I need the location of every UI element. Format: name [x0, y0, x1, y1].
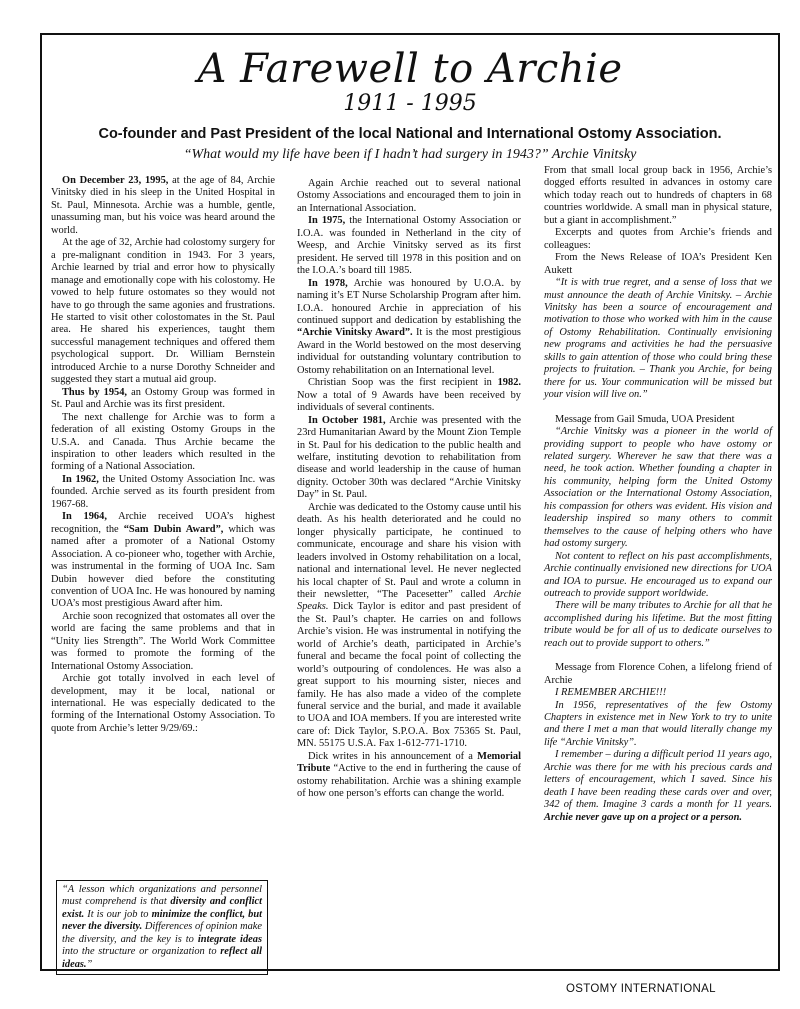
c2-p7b: “Active to the end in furthering the cause of ostomy rehabilitation. Archie was a shining example of how one person’s efforts can change the world.: [297, 763, 521, 800]
c3-p12-bold: Archie never gave up on a project or a person.: [544, 811, 742, 823]
c2-p1: Again Archie reached out to several national Ostomy Associations and encouraged them to join in an International Association.: [297, 178, 521, 214]
c2-p4a: Christian Soop was the first recipient in: [308, 377, 498, 389]
c3-p7: Not content to reflect on his past accomplishments, Archie continually envisioned new directions for UOA and IOA to pursue. He encouraged us to expand our outreach to provide support worldwide.: [544, 550, 772, 599]
c2-p6-italic: Archie Speaks.: [297, 588, 521, 613]
c2-p4-bold: 1982.: [497, 377, 521, 389]
c3-p11: In 1956, representatives of the few Ostomy Chapters in existence met in New York to try to unite and there I met a man that would literally change my life “Archie Vinitsky”.: [544, 699, 772, 748]
c3-p9: Message from Florence Cohen, a lifelong friend of Archie: [544, 662, 772, 686]
c1-p6b: which was named after a promoter of a National Ostomy Association. A co-pioneer who, together with Archie, was instrumental in the forming of UOA Inc. Sam Dubin however died before the constituting convention of UOA Inc. He was honoured by naming UOA’s most prestigious Award after him.: [51, 523, 276, 610]
life-years: 1911 - 1995: [343, 91, 477, 116]
c3-p8: There will be many tributes to Archie for all that he accomplished during his lifetime. But the most fitting tribute would be for all of us to dedicate ourselves to reach out to provide support to others.”: [544, 600, 772, 649]
box-text-f: ”: [86, 958, 93, 970]
c3-p4: “It is with true regret, and a sense of loss that we must announce the death of Archie Vinitsky. – Archie Vinitsky has been a source of encouragement and motivation to those who worked with him in the cause of Ostomy Rehabilitation. Continually envisioning new programs and activities he had the persuasive skills to gain attention of those who could bring these projects to fruitation. – Thank you Archie, for being there for us. Your communication will be missed but your vision will live on.”: [544, 277, 772, 401]
box-bold-4: reflect all ideas.: [62, 946, 262, 970]
c1-p4: The next challenge for Archie was to form a federation of all existing Ostomy Groups in the U.S.A. and Canada. Thus Archie became the inspiration to other leaders which resulted in the forming of a National Association.: [51, 411, 275, 473]
quote-box: [56, 880, 268, 975]
box-text-a: “A lesson which organizations and personnel must comprehend is that: [62, 884, 262, 908]
c3-p6: “Archie Vinitsky was a pioneer in the world of providing support to people who have ostomy or related surgery. Wherever he saw that there was a need, he took action. Whether founding a chapter in his community, helping form the United Ostomy Association or the International Ostomy Association, his compassion for others was evident. His vision and leadership inspired so many others to commit themselves to the cause of helping others who have had ostomy surgery.: [544, 426, 772, 550]
footer-publication: OSTOMY INTERNATIONAL: [566, 983, 716, 995]
c1-p2: At the age of 32, Archie had colostomy surgery for a pre-malignant condition in 1943. For 3 years, Archie learned by trial and error how to physically manage and emotionally cope with his colostomy. He vowed to help future ostomates so they would not have to go through the same agonies and frustrations. He started to visit other colostomates in the St. Paul area. He shared his experiences, taught them successful management techniques and offered them psychological support. Dr. William Bernstein introduced Archie to a nurse Dorothy Schneider and suggested they start a mutual aid group.: [51, 237, 275, 386]
box-bold-1: diversity and conflict exist.: [62, 896, 262, 920]
c1-p1: at the age of 84, Archie Vinitsky died in his sleep in the United Hospital in St. Paul, Minnesota. Archie was a humble, gentle, unassuming man, but his voice was heard around the world.: [51, 175, 275, 236]
c1-p6-bold: In 1964,: [62, 511, 107, 523]
box-text-d: Differences of opinion make the diversity, and the key is to: [62, 921, 263, 945]
box-bold-2: minimize the conflict, but never the diversity.: [62, 908, 262, 933]
article-frame: [40, 33, 780, 971]
c1-p3-bold: Thus by 1954,: [62, 386, 128, 398]
c2-p5-bold: In October 1981,: [308, 414, 386, 426]
c3-p10: I REMEMBER ARCHIE!!!: [555, 687, 667, 699]
box-text-e: into the structure or organization to: [62, 946, 221, 958]
column-3: [544, 165, 772, 824]
c1-p6-award: “Sam Dubin Award”,: [123, 523, 224, 535]
c2-p3b: It is the most prestigious Award in the World bestowed on the most deserving individual for outstanding voluntary contribution to Ostomy rehabilitation on an International level.: [297, 327, 521, 376]
c2-p4b: Now a total of 9 Awards have been received by individuals of several continents.: [297, 389, 521, 414]
c1-p6a: Archie received UOA’s highest recognition, the: [51, 511, 275, 535]
c3-p12a: I remember – during a difficult period 11 years ago, Archie was there for me with his precious cards and letters of encouragement, which I saved. Since his death I have been reading these cards over and over, 342 of them. Imagine 3 cards a month for 11 years.: [544, 749, 772, 811]
c2-p2-bold: In 1975,: [308, 215, 346, 227]
c2-p3a: Archie was honoured by U.O.A. by naming it’s ET Nurse Scholarship Program after him. I.O.A. honoured Archie in appreciation of his continued support and dedication by establishing the: [297, 277, 521, 326]
column-1: [51, 175, 275, 735]
article-title: A Farewell to Archie: [197, 46, 623, 92]
c2-p7-bold: Memorial Tribute: [297, 750, 521, 775]
header-quote: “What would my life have been if I hadn’t had surgery in 1943?” Archie Vinitsky: [183, 147, 637, 162]
c2-p6b: Dick Taylor is editor and past president of the St. Paul’s chapter. He carries on and follows Archie’s vision. He was instrumental in notifying the world of Archie’s death, participated in Archie’s funeral and became the focal point of collecting the world’s outpouring of condolences. He was also a great support to his mourning sister, nieces and family. He has also made a video of the complete funeral service and the burial, and made it available to UOA and IOA members. If you are interested write care of: Dick Taylor, S.P.O.A. Box 75365 St. Paul, MN. 55175 U.S.A. Fax 1-612-771-1710.: [297, 601, 521, 750]
c3-p3: From the News Release of IOA’s President Ken Aukett: [544, 252, 772, 276]
c1-p5: the United Ostomy Association Inc. was founded. Archie served as its fourth president from 1967-68.: [51, 473, 275, 510]
c2-p2: the International Ostomy Association or I.O.A. was founded in Netherland in the city of Weesp, and Archie Vinitsky served as its first president. He served till 1978 in this position and on the I.O.A.’s board till 1985.: [297, 215, 521, 277]
c1-p5-bold: In 1962,: [62, 473, 99, 485]
c2-p7a: Dick writes in his announcement of a: [308, 750, 478, 762]
c1-p1-bold: On December 23, 1995,: [62, 175, 169, 186]
c1-p7: Archie soon recognized that ostomates all over the world are facing the same problems and that in “Unity lies Strength”. The World Work Committee was formed to promote the forming of the International Ostomy Association.: [51, 610, 275, 672]
c2-p5: Archie was presented with the 23rd Humanitarian Award by the Mount Zion Temple in St. Paul for his dedication to the public health and welfare, instituting devotion to rehabilitation from disease and world leadership in the cause of human dignity. October 30th was declared “Archie Vinitsky Day” in St. Paul.: [297, 414, 521, 501]
c1-p8: Archie got totally involved in each level of development, may it be local, national or international. He was especially dedicated to the forming of the International Ostomy Association. To quote from Archie’s letter 9/29/69.:: [51, 673, 275, 734]
c2-p3-award: “Archie Vinitsky Award”.: [297, 327, 413, 339]
box-bold-3: integrate ideas: [197, 933, 262, 945]
c2-p3-bold: In 1978,: [308, 277, 348, 289]
c3-p5: Message from Gail Smuda, UOA President: [555, 413, 735, 425]
c3-p1: From that small local group back in 1956, Archie’s dogged efforts resulted in advances in ostomy care which today reach out to hundreds of chapters in 68 countries worldwide. A small man in physical stature, but a giant in accomplishment.”: [544, 165, 772, 226]
box-text-c: It is our job to: [84, 908, 152, 920]
c3-p2: Excerpts and quotes from Archie’s friends and colleagues:: [544, 227, 772, 251]
article-subtitle: Co-founder and Past President of the local National and International Ostomy Association.: [98, 126, 722, 142]
c1-p3: an Ostomy Group was formed in St. Paul and Archie was its first president.: [51, 386, 275, 411]
c2-p6a: Archie was dedicated to the Ostomy cause until his death. As his health deteriorated and he could no longer physically participate, he continued to communicate, encourage and share his vision with leaders involved in Ostomy rehabilitation on a local, national and international level. He never neglected his local chapter of St. Paul and wrote a column in their newsletter, “The Pacesetter” called: [297, 501, 521, 600]
column-2: [297, 178, 521, 801]
